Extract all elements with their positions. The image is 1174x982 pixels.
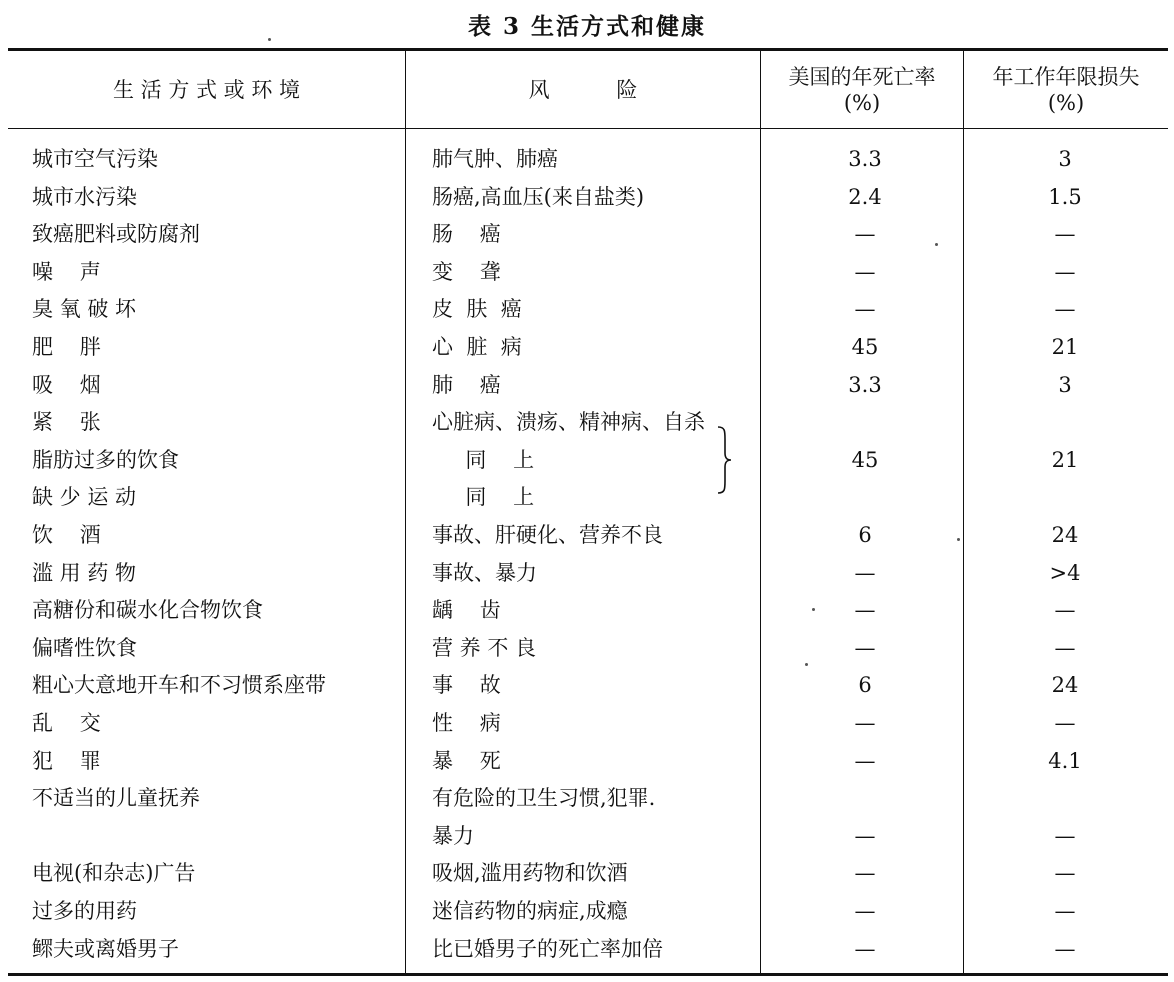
risk-cell: 吸烟,滥用药物和饮酒 (432, 861, 628, 886)
table-row (0, 893, 1174, 930)
work-loss-cell: — (1054, 635, 1076, 660)
death-rate-cell: 2.4 (848, 184, 882, 209)
risk-cell: 变 聋 (432, 259, 501, 284)
work-loss-cell: — (1054, 823, 1076, 848)
risk-cell: 皮 肤 癌 (432, 297, 522, 322)
table-row (0, 555, 1174, 592)
header-us-death-rate (761, 52, 963, 128)
death-rate-cell: — (854, 711, 876, 735)
lifestyle-cell: 高糖份和碳水化合物饮食 (32, 598, 263, 623)
lifestyle-cell: 脂肪过多的饮食 (32, 447, 179, 472)
work-loss-cell: — (1054, 297, 1076, 322)
header-us-death-rate-line1: 美国的年死亡率 (788, 65, 936, 89)
table-row (0, 780, 1174, 817)
death-rate-cell: 3.3 (848, 147, 882, 171)
death-rate-cell: — (854, 598, 876, 623)
lifestyle-cell: 致癌肥料或防腐剂 (32, 222, 200, 247)
death-rate-cell: — (854, 823, 876, 848)
table-row (0, 404, 1174, 441)
death-rate-cell: — (854, 936, 876, 961)
right-brace-icon (716, 425, 732, 495)
work-loss-cell (990, 780, 1140, 817)
work-loss-cell: — (1054, 259, 1076, 284)
risk-cell: 事故、暴力 (432, 560, 537, 585)
work-loss-cell: >4 (1049, 560, 1081, 585)
work-loss-cell: 1.5 (1048, 184, 1082, 209)
header-work-years-loss-line2: (%) (1047, 91, 1085, 115)
table-row (0, 479, 1174, 516)
risk-cell: 同 上 (432, 485, 535, 510)
death-rate-cell: — (854, 297, 876, 322)
table-title: 表 3 生活方式和健康 (467, 13, 707, 40)
risk-cell: 暴 死 (432, 748, 501, 773)
death-rate-cell: — (854, 222, 876, 247)
lifestyle-cell: 肥 胖 (32, 335, 101, 359)
lifestyle-cell: 乱 交 (32, 711, 101, 735)
work-loss-cell (990, 479, 1140, 516)
work-loss-cell: — (1054, 861, 1076, 886)
risk-cell: 事故、肝硬化、营养不良 (432, 523, 663, 547)
death-rate-cell (790, 780, 940, 817)
work-loss-cell: — (1054, 899, 1076, 923)
work-loss-cell: — (1054, 222, 1076, 247)
risk-cell: 迷信药物的病症,成瘾 (432, 899, 628, 923)
work-loss-cell: 3 (1058, 372, 1072, 397)
header-lifestyle: 生 活 方 式 或 环 境 (112, 78, 301, 102)
lifestyle-cell: 吸 烟 (32, 372, 101, 397)
table-row (0, 667, 1174, 704)
risk-cell: 有危险的卫生习惯,犯罪. (432, 786, 656, 811)
scan-speck (935, 243, 938, 246)
work-loss-cell: — (1054, 936, 1076, 961)
death-rate-cell: — (854, 748, 876, 773)
risk-cell: 肺 癌 (432, 372, 501, 397)
header-work-years-loss-line1: 年工作年限损失 (992, 65, 1140, 89)
header-us-death-rate-line2: (%) (843, 91, 881, 115)
death-rate-cell: 3.3 (848, 372, 882, 397)
lifestyle-cell: 城市水污染 (32, 184, 137, 209)
table-row (0, 141, 1174, 178)
header-risk: 风 险 (528, 78, 638, 102)
lifestyle-cell: 偏嗜性饮食 (32, 635, 137, 660)
table-row (0, 705, 1174, 742)
lifestyle-cell: 缺 少 运 动 (32, 485, 137, 510)
table-row (0, 517, 1174, 554)
risk-cell: 心脏病、溃疡、精神病、自杀 (432, 410, 705, 435)
table-row (0, 367, 1174, 404)
work-loss-cell: 4.1 (1048, 748, 1082, 773)
lifestyle-cell: 不适当的儿童抚养 (32, 786, 200, 811)
top-rule (8, 48, 1168, 51)
lifestyle-cell: 紧 张 (32, 410, 101, 435)
lifestyle-cell: 鳏夫或离婚男子 (32, 936, 179, 961)
death-rate-cell: 45 (851, 335, 879, 359)
table-row (0, 855, 1174, 892)
risk-cell: 暴力 (432, 823, 474, 848)
table-row (0, 179, 1174, 216)
death-rate-cell: — (854, 861, 876, 886)
header-rule (8, 128, 1168, 129)
table-row (0, 291, 1174, 328)
risk-cell: 营 养 不 良 (432, 635, 537, 660)
table-row (0, 818, 1174, 855)
work-loss-cell: — (1054, 711, 1076, 735)
risk-cell: 同 上 (432, 447, 535, 472)
table-row (0, 743, 1174, 780)
scan-speck (805, 663, 808, 666)
risk-cell: 肠 癌 (432, 222, 501, 247)
death-rate-cell (790, 479, 940, 516)
death-rate-cell: — (854, 635, 876, 660)
death-rate-cell: — (854, 259, 876, 284)
lifestyle-cell: 过多的用药 (32, 899, 137, 923)
lifestyle-cell: 噪 声 (32, 259, 101, 284)
scan-speck (957, 538, 960, 541)
death-rate-cell: 6 (858, 523, 872, 547)
work-loss-cell: 24 (1051, 523, 1079, 547)
scan-speck (268, 38, 271, 41)
risk-cell: 比已婚男子的死亡率加倍 (432, 936, 663, 961)
table-row (0, 216, 1174, 253)
table-row (0, 931, 1174, 968)
scan-speck (812, 608, 815, 611)
death-rate-cell: — (854, 899, 876, 923)
bottom-rule (8, 973, 1168, 976)
work-loss-cell: 24 (1051, 673, 1079, 698)
death-rate-cell (790, 404, 940, 441)
lifestyle-cell: 城市空气污染 (32, 147, 158, 171)
work-loss-cell: 21 (1051, 335, 1079, 359)
lifestyle-cell: 粗心大意地开车和不习惯系座带 (32, 673, 326, 698)
risk-cell: 肺气肿、肺癌 (432, 147, 558, 171)
risk-cell: 事 故 (432, 673, 501, 698)
death-rate-cell: — (854, 560, 876, 585)
death-rate-cell: 6 (858, 673, 872, 698)
work-loss-cell: 21 (1051, 447, 1079, 472)
lifestyle-cell: 犯 罪 (32, 748, 101, 773)
table-row (0, 630, 1174, 667)
lifestyle-cell: 臭 氧 破 坏 (32, 297, 137, 322)
work-loss-cell: — (1054, 598, 1076, 623)
risk-cell: 性 病 (432, 711, 501, 735)
header-work-years-loss (964, 52, 1168, 128)
risk-cell: 肠癌,高血压(来自盐类) (432, 184, 645, 209)
lifestyle-cell: 滥 用 药 物 (32, 560, 137, 585)
work-loss-cell (990, 404, 1140, 441)
death-rate-cell: 45 (851, 447, 879, 472)
table-row (0, 442, 1174, 479)
risk-cell: 龋 齿 (432, 598, 501, 623)
lifestyle-cell: 饮 酒 (32, 523, 101, 547)
lifestyle-cell: 电视(和杂志)广告 (32, 861, 196, 886)
table-row (0, 254, 1174, 291)
work-loss-cell: 3 (1058, 147, 1072, 171)
table-row (0, 329, 1174, 366)
risk-cell: 心 脏 病 (432, 335, 522, 359)
table-row (0, 592, 1174, 629)
